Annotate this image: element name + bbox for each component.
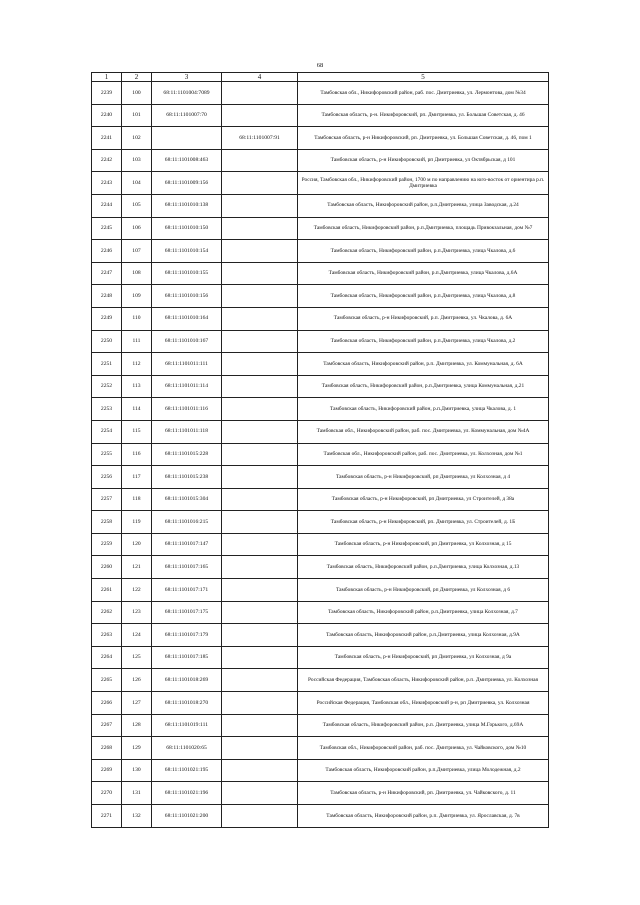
parent-cadastral-number-cell bbox=[222, 714, 298, 737]
cadastral-number-cell bbox=[152, 127, 222, 150]
table-header bbox=[92, 73, 549, 82]
cadastral-number-cell: 68:11:1101017:171 bbox=[152, 579, 222, 602]
address-cell: Тамбовская область, р-н Никифоровский, рп Дмитриевка, ул Колхозная, д 6 bbox=[298, 579, 549, 602]
table-row bbox=[92, 420, 549, 443]
parent-cadastral-number-cell bbox=[222, 556, 298, 579]
table-row bbox=[92, 533, 549, 556]
item-number-cell: 117 bbox=[122, 466, 152, 489]
table-row bbox=[92, 646, 549, 669]
item-number-cell: 102 bbox=[122, 127, 152, 150]
parent-cadastral-number-cell bbox=[222, 759, 298, 782]
item-number-cell: 127 bbox=[122, 692, 152, 715]
table-row bbox=[92, 149, 549, 172]
table-row bbox=[92, 127, 549, 150]
table-row bbox=[92, 375, 549, 398]
address-cell: Тамбовская область, р-н. Никифоровский, рп. Дмитриевка, ул. Большая Советская, д. 46 bbox=[298, 104, 549, 127]
item-number-cell: 100 bbox=[122, 82, 152, 105]
cadastral-number-cell: 68:11:1101010:164 bbox=[152, 307, 222, 330]
address-cell: Тамбовская область, Никифоровский район, р.п.Дмитриевка, улица Коммунальная, д.21 bbox=[298, 375, 549, 398]
cadastral-number-cell: 68:11:1101010:167 bbox=[152, 330, 222, 353]
item-number-cell: 115 bbox=[122, 420, 152, 443]
address-cell: Тамбовская область, Никифоровский район, р.п.Дмитриевка, площадь Привокзальная, дом №7 bbox=[298, 217, 549, 240]
address-cell: Тамбовская область, Никифоровский район, р.п. Дмитриевка, ул. Ярославская, д. 7в bbox=[298, 805, 549, 828]
item-number-cell: 124 bbox=[122, 624, 152, 647]
item-number-cell: 108 bbox=[122, 262, 152, 285]
cadastral-number-cell: 68:11:1101009:156 bbox=[152, 172, 222, 195]
row-number-cell: 2249 bbox=[92, 307, 122, 330]
address-cell: Тамбовская обл., Никифоровский район, раб. пос. Дмитриевка, ул. Колхозная, дом №1 bbox=[298, 443, 549, 466]
address-cell: Тамбовская область, р-н Никифоровский, рп Дмитриевка, ул Колхозная, д 15 bbox=[298, 533, 549, 556]
item-number-cell: 106 bbox=[122, 217, 152, 240]
item-number-cell: 111 bbox=[122, 330, 152, 353]
parent-cadastral-number-cell bbox=[222, 330, 298, 353]
item-number-cell: 107 bbox=[122, 240, 152, 263]
item-number-cell: 103 bbox=[122, 149, 152, 172]
address-cell: Тамбовская область, Никифоровский район, р.п.Дмитриевка, улица Чкалова, д.6 bbox=[298, 240, 549, 263]
table-row bbox=[92, 556, 549, 579]
parent-cadastral-number-cell bbox=[222, 488, 298, 511]
table-row bbox=[92, 353, 549, 376]
row-number-cell: 2271 bbox=[92, 805, 122, 828]
table-row bbox=[92, 240, 549, 263]
parent-cadastral-number-cell bbox=[222, 669, 298, 692]
address-cell: Тамбовская обл., Никифоровский район, раб. пос. Дмитриевка, ул. Коммунальная, дом №4А bbox=[298, 420, 549, 443]
address-cell: Тамбовская область, Никифоровский район, р.п.Дмитриевка, улица Колхозная, д.7 bbox=[298, 601, 549, 624]
cadastral-number-cell: 68:11:1101018:269 bbox=[152, 669, 222, 692]
cadastral-number-cell: 68:11:1101004:7089 bbox=[152, 82, 222, 105]
row-number-cell: 2240 bbox=[92, 104, 122, 127]
item-number-cell: 129 bbox=[122, 737, 152, 760]
address-cell: Тамбовская область, Никифоровский район, р.п.Дмитриевка, улица Молодежная, д.2 bbox=[298, 759, 549, 782]
row-number-cell: 2254 bbox=[92, 420, 122, 443]
address-cell: Россия, Тамбовская обл., Никифоровский район, 1700 м по направлению на юго-восток от ориентира р.п. Дмитриевка bbox=[298, 172, 549, 195]
item-number-cell: 116 bbox=[122, 443, 152, 466]
cadastral-number-cell: 68:11:1101011:114 bbox=[152, 375, 222, 398]
cadastral-number-cell: 68:11:1101015:238 bbox=[152, 466, 222, 489]
table-row bbox=[92, 217, 549, 240]
row-number-cell: 2250 bbox=[92, 330, 122, 353]
address-cell: Тамбовская область, Никифоровский район, р.п.Дмитриевка, улица Заводская, д.24 bbox=[298, 194, 549, 217]
table-row bbox=[92, 330, 549, 353]
cadastral-number-cell: 68:11:1101017:179 bbox=[152, 624, 222, 647]
address-cell: Тамбовская обл., Никифоровский район, раб. пос. Дмитриевка, ул. Чайковского, дом №10 bbox=[298, 737, 549, 760]
table-row bbox=[92, 172, 549, 195]
table-row bbox=[92, 624, 549, 647]
cadastral-number-cell: 68:11:1101011:118 bbox=[152, 420, 222, 443]
table-row bbox=[92, 466, 549, 489]
parent-cadastral-number-cell bbox=[222, 782, 298, 805]
parent-cadastral-number-cell bbox=[222, 82, 298, 105]
address-cell: Тамбовская область, Никифоровский район, р.п.Дмитриевка, улица Колхозная, д.9А bbox=[298, 624, 549, 647]
address-cell: Тамбовская область, р-н Никифоровский, р.п. Дмитриевка, ул. Чкалова, д. 6А bbox=[298, 307, 549, 330]
cadastral-number-cell: 68:11:1101010:155 bbox=[152, 262, 222, 285]
parent-cadastral-number-cell bbox=[222, 172, 298, 195]
item-number-cell: 128 bbox=[122, 714, 152, 737]
row-number-cell: 2256 bbox=[92, 466, 122, 489]
cadastral-number-cell: 68:11:1101017:165 bbox=[152, 556, 222, 579]
parent-cadastral-number-cell bbox=[222, 511, 298, 534]
cadastral-number-cell: 68:11:1101010:150 bbox=[152, 217, 222, 240]
item-number-cell: 121 bbox=[122, 556, 152, 579]
table-row bbox=[92, 104, 549, 127]
header-col-5: 5 bbox=[298, 73, 549, 82]
item-number-cell: 114 bbox=[122, 398, 152, 421]
table-row bbox=[92, 737, 549, 760]
cadastral-number-cell: 68:11:1101017:185 bbox=[152, 646, 222, 669]
table-row bbox=[92, 285, 549, 308]
parent-cadastral-number-cell bbox=[222, 692, 298, 715]
address-cell: Тамбовская обл., Никифоровский район, раб. пос. Дмитриевка, ул. Лермонтова, дом №34 bbox=[298, 82, 549, 105]
parent-cadastral-number-cell bbox=[222, 307, 298, 330]
address-cell: Тамбовская область, Никифоровский район, р.п.Дмитриевка, улица Чкалова, д. 1 bbox=[298, 398, 549, 421]
cadastral-number-cell: 68:11:1101010:138 bbox=[152, 194, 222, 217]
row-number-cell: 2260 bbox=[92, 556, 122, 579]
row-number-cell: 2263 bbox=[92, 624, 122, 647]
row-number-cell: 2270 bbox=[92, 782, 122, 805]
cadastral-number-cell: 68:11:1101017:175 bbox=[152, 601, 222, 624]
header-col-1: 1 bbox=[92, 73, 122, 82]
parent-cadastral-number-cell bbox=[222, 375, 298, 398]
page-number: 68 bbox=[316, 62, 324, 69]
cadastral-number-cell: 68:11:1101017:147 bbox=[152, 533, 222, 556]
row-number-cell: 2245 bbox=[92, 217, 122, 240]
item-number-cell: 112 bbox=[122, 353, 152, 376]
row-number-cell: 2242 bbox=[92, 149, 122, 172]
item-number-cell: 122 bbox=[122, 579, 152, 602]
registry-table bbox=[91, 72, 549, 828]
address-cell: Тамбовская область, р-н Никифоровский, рп Дмитриевка, ул Октябрьская, д 101 bbox=[298, 149, 549, 172]
parent-cadastral-number-cell bbox=[222, 624, 298, 647]
parent-cadastral-number-cell bbox=[222, 285, 298, 308]
row-number-cell: 2266 bbox=[92, 692, 122, 715]
item-number-cell: 105 bbox=[122, 194, 152, 217]
item-number-cell: 119 bbox=[122, 511, 152, 534]
cadastral-number-cell: 68:11:1101010:154 bbox=[152, 240, 222, 263]
item-number-cell: 126 bbox=[122, 669, 152, 692]
address-cell: Тамбовская область, Никифоровский район, р.п.Дмитриевка, улица Колхозная, д.13 bbox=[298, 556, 549, 579]
address-cell: Тамбовская область, Никифоровский район, р.п.Дмитриевка, улица Чкалова, д.6А bbox=[298, 262, 549, 285]
item-number-cell: 125 bbox=[122, 646, 152, 669]
cadastral-number-cell: 68:11:1101015:228 bbox=[152, 443, 222, 466]
row-number-cell: 2258 bbox=[92, 511, 122, 534]
address-cell: Тамбовская область, р-н Никифоровский, рп. Дмитриевка, ул. Большая Советская, д. 46, пом 1 bbox=[298, 127, 549, 150]
table-row bbox=[92, 601, 549, 624]
row-number-cell: 2253 bbox=[92, 398, 122, 421]
cadastral-number-cell: 68:11:1101018:270 bbox=[152, 692, 222, 715]
cadastral-number-cell: 68:11:1101011:111 bbox=[152, 353, 222, 376]
header-col-3: 3 bbox=[152, 73, 222, 82]
item-number-cell: 118 bbox=[122, 488, 152, 511]
row-number-cell: 2244 bbox=[92, 194, 122, 217]
table-row bbox=[92, 805, 549, 828]
table-row bbox=[92, 579, 549, 602]
row-number-cell: 2265 bbox=[92, 669, 122, 692]
item-number-cell: 110 bbox=[122, 307, 152, 330]
item-number-cell: 109 bbox=[122, 285, 152, 308]
address-cell: Тамбовская область, р-н Никифоровский, рп. Дмитриевка, ул. Чайковского, д. 11 bbox=[298, 782, 549, 805]
parent-cadastral-number-cell bbox=[222, 420, 298, 443]
row-number-cell: 2257 bbox=[92, 488, 122, 511]
cadastral-number-cell: 68:11:1101021:200 bbox=[152, 805, 222, 828]
table-row bbox=[92, 262, 549, 285]
parent-cadastral-number-cell bbox=[222, 217, 298, 240]
cadastral-number-cell: 68:11:1101010:156 bbox=[152, 285, 222, 308]
table-row bbox=[92, 511, 549, 534]
item-number-cell: 131 bbox=[122, 782, 152, 805]
table-row bbox=[92, 692, 549, 715]
cadastral-number-cell: 68:11:1101011:116 bbox=[152, 398, 222, 421]
parent-cadastral-number-cell bbox=[222, 533, 298, 556]
table-row bbox=[92, 782, 549, 805]
item-number-cell: 120 bbox=[122, 533, 152, 556]
address-cell: Тамбовская область, р-н Никифоровский, рп Дмитриевка, ул Колхозная, д 9а bbox=[298, 646, 549, 669]
parent-cadastral-number-cell bbox=[222, 240, 298, 263]
parent-cadastral-number-cell bbox=[222, 149, 298, 172]
parent-cadastral-number-cell bbox=[222, 601, 298, 624]
row-number-cell: 2259 bbox=[92, 533, 122, 556]
parent-cadastral-number-cell bbox=[222, 579, 298, 602]
cadastral-number-cell: 68:11:1101019:111 bbox=[152, 714, 222, 737]
parent-cadastral-number-cell bbox=[222, 194, 298, 217]
row-number-cell: 2246 bbox=[92, 240, 122, 263]
table-row bbox=[92, 82, 549, 105]
row-number-cell: 2248 bbox=[92, 285, 122, 308]
table-row bbox=[92, 443, 549, 466]
table-row bbox=[92, 194, 549, 217]
parent-cadastral-number-cell bbox=[222, 805, 298, 828]
item-number-cell: 130 bbox=[122, 759, 152, 782]
row-number-cell: 2261 bbox=[92, 579, 122, 602]
table-row bbox=[92, 398, 549, 421]
parent-cadastral-number-cell bbox=[222, 466, 298, 489]
cadastral-number-cell: 68:11:1101007:70 bbox=[152, 104, 222, 127]
parent-cadastral-number-cell bbox=[222, 353, 298, 376]
table-row bbox=[92, 759, 549, 782]
item-number-cell: 132 bbox=[122, 805, 152, 828]
cadastral-number-cell: 68:11:1101021:195 bbox=[152, 759, 222, 782]
parent-cadastral-number-cell bbox=[222, 737, 298, 760]
header-col-2: 2 bbox=[122, 73, 152, 82]
cadastral-number-cell: 68:11:1101021:196 bbox=[152, 782, 222, 805]
row-number-cell: 2247 bbox=[92, 262, 122, 285]
item-number-cell: 101 bbox=[122, 104, 152, 127]
address-cell: Тамбовская область, Никифоровский район, р.п.Дмитриевка, улица Чкалова, д.8 bbox=[298, 285, 549, 308]
header-col-4: 4 bbox=[222, 73, 298, 82]
row-number-cell: 2267 bbox=[92, 714, 122, 737]
parent-cadastral-number-cell bbox=[222, 104, 298, 127]
row-number-cell: 2255 bbox=[92, 443, 122, 466]
address-cell: Российская Федерация, Тамбовская обл., Никифоровский р-н, рп Дмитриевка, ул. Колхозная bbox=[298, 692, 549, 715]
table-row bbox=[92, 669, 549, 692]
row-number-cell: 2269 bbox=[92, 759, 122, 782]
row-number-cell: 2239 bbox=[92, 82, 122, 105]
address-cell: Тамбовская область, Никифоровский район, р.п.Дмитриевка, улица Чкалова, д.2 bbox=[298, 330, 549, 353]
cadastral-number-cell: 68:11:1101020:65 bbox=[152, 737, 222, 760]
address-cell: Российская Федерация, Тамбовская область, Никифоровский район, р.п. Дмитриевка, ул. Колхозная bbox=[298, 669, 549, 692]
address-cell: Тамбовская область, р-н Никифоровский, рп Дмитриевка, ул Колхозная, д 4 bbox=[298, 466, 549, 489]
parent-cadastral-number-cell bbox=[222, 398, 298, 421]
table-row bbox=[92, 488, 549, 511]
cadastral-number-cell: 68:11:1101008:463 bbox=[152, 149, 222, 172]
parent-cadastral-number-cell bbox=[222, 262, 298, 285]
address-cell: Тамбовская область, Никифоровский район, р.п. Дмитриевка, улица М.Горького, д.69А bbox=[298, 714, 549, 737]
item-number-cell: 104 bbox=[122, 172, 152, 195]
row-number-cell: 2241 bbox=[92, 127, 122, 150]
address-cell: Тамбовская область, Никифоровский район, р.п. Дмитриевка, ул. Коммунальная, д. 6А bbox=[298, 353, 549, 376]
row-number-cell: 2264 bbox=[92, 646, 122, 669]
item-number-cell: 113 bbox=[122, 375, 152, 398]
address-cell: Тамбовская область, р-н Никифоровский, рп. Дмитриевка, ул. Строителей, д. 1Б bbox=[298, 511, 549, 534]
address-cell: Тамбовская область, р-н Никифоровский, рп Дмитриевка, ул Строителей, д 38а bbox=[298, 488, 549, 511]
row-number-cell: 2268 bbox=[92, 737, 122, 760]
parent-cadastral-number-cell: 68:11:1101007:91 bbox=[222, 127, 298, 150]
table-row bbox=[92, 307, 549, 330]
item-number-cell: 123 bbox=[122, 601, 152, 624]
parent-cadastral-number-cell bbox=[222, 443, 298, 466]
row-number-cell: 2252 bbox=[92, 375, 122, 398]
cadastral-number-cell: 68:11:1101016:215 bbox=[152, 511, 222, 534]
parent-cadastral-number-cell bbox=[222, 646, 298, 669]
cadastral-number-cell: 68:11:1101015:304 bbox=[152, 488, 222, 511]
row-number-cell: 2243 bbox=[92, 172, 122, 195]
row-number-cell: 2251 bbox=[92, 353, 122, 376]
table-body bbox=[92, 82, 549, 828]
row-number-cell: 2262 bbox=[92, 601, 122, 624]
table-row bbox=[92, 714, 549, 737]
header-row bbox=[92, 73, 549, 82]
